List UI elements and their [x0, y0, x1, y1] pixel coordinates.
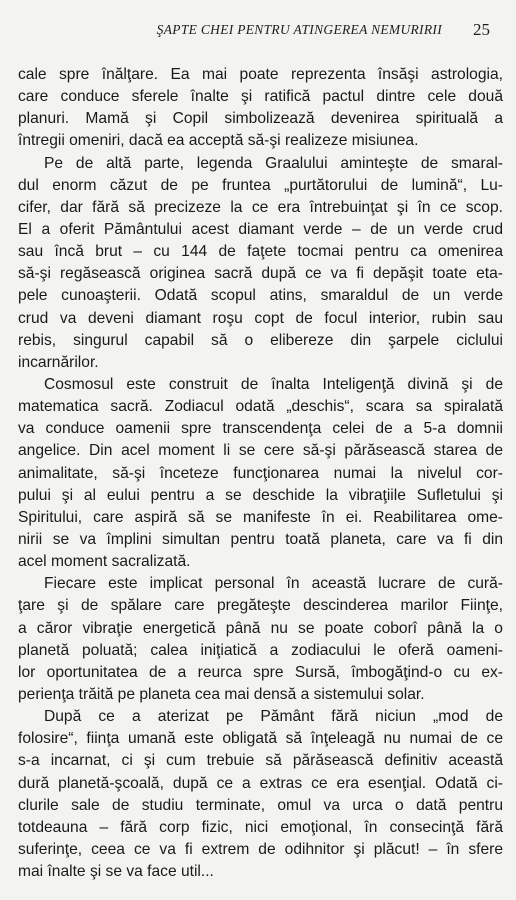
text-line: cale spre înălţare. Ea mai poate reprezenta însăşi astrologia,	[18, 66, 503, 83]
text-line: dură planetă-şcoală, după ce a extras ce era esenţial. Odată ci-	[18, 774, 503, 792]
text-line: perienţa trăită pe planeta cea mai densă a sistemului solar.	[18, 685, 425, 703]
text-line: crud va deveni diamant roşu copt de focul interior, rubin sau	[18, 309, 503, 327]
text-line: nirii se va împlini simultan pentru toată planeta, care va fi din	[18, 530, 503, 548]
page-number: 25	[473, 20, 490, 39]
text-line: angelice. Din acel moment li se cere să-şi părăsească starea de	[18, 442, 503, 460]
text-line: matematica sacră. Zodiacul odată „deschis“, scara sa spiralată	[18, 398, 503, 416]
text-line: El a oferit Pământului acest diamant verde – de un verde crud	[18, 220, 503, 238]
text-line: incarnărilor.	[18, 353, 99, 371]
text-line: sau încă brut – cu 144 de faţete tocmai pentru ca omenirea	[18, 243, 503, 261]
text-line: a căror vibraţie energetică până nu se poate coborî până la o	[18, 619, 503, 637]
text-line: suferinţe, ceea ce va fi extrem de odihnitor şi plăcut! – în sfere	[18, 840, 503, 858]
text-line: cifer, dar fără să precizeze la ce era întrebuinţat şi în ce scop.	[18, 198, 503, 216]
text-line: întregii omeniri, dacă ea acceptă să-şi realizeze misiunea.	[18, 132, 419, 150]
text-line: rebis, singurul capabil să o elibereze din şarpele ciclului	[18, 331, 503, 349]
paragraph	[18, 64, 503, 153]
text-line: pele cunoaşterii. Odată scopul atins, smaraldul de un verde	[18, 287, 503, 305]
text-line: acel moment sacralizată.	[18, 553, 191, 571]
text-line: totdeauna – fără corp fizic, nici emoţional, în consecinţă fără	[18, 818, 503, 836]
text-line: dul enorm căzut de pe fruntea „purtătorului de lumină“, Lu-	[18, 176, 503, 194]
text-line: Pe de altă parte, legenda Graalului aminteşte de smaral-	[44, 154, 503, 172]
text-line: folosire“, fiinţa umană este obligată să înţeleagă nu numai de ce	[18, 730, 503, 748]
text-line: planetă poluată; calea iniţiatică a zodiacului le oferă oameni-	[18, 641, 503, 659]
text-line: clurile sale de studiu terminate, omul va urca o dată pentru	[18, 796, 503, 814]
paragraph	[18, 706, 503, 883]
paragraph	[18, 573, 503, 706]
text-line: mai înalte şi se va face util...	[18, 863, 214, 881]
text-line: După ce a aterizat pe Pământ fără niciun „mod de	[44, 708, 503, 726]
text-line: Fiecare este implicat personal în această lucrare de cură-	[44, 575, 503, 593]
paragraph	[18, 153, 503, 374]
text-line: Cosmosul este construit de înalta Inteligenţă divină şi de	[44, 375, 503, 393]
text-line: lor oportunitatea de a reurca spre Sursă, îmbogăţind-o cu ex-	[18, 663, 503, 681]
text-line: planuri. Mamă şi Copil simbolizează devenirea spirituală a	[18, 110, 503, 128]
text-line: va conduce oamenii spre transcendenţa celei de a 5-a domnii	[18, 420, 503, 438]
text-line: să-şi regăsească originea sacră după ce va fi depăşit toate eta-	[18, 265, 503, 283]
text-line: care conduce sferele înalte şi ratifică pactul dintre cele două	[18, 88, 503, 106]
text-line: Spiritului, care aspiră să se manifeste în ei. Reabilitarea ome-	[18, 508, 503, 526]
body-text	[18, 64, 503, 883]
text-line: ţare şi de spălare care pregăteşte descinderea marilor Fiinţe,	[18, 597, 503, 615]
paragraph	[18, 374, 503, 573]
text-line: s-a incarnat, ci şi cum trebuie să părăsească definitiv această	[18, 752, 503, 770]
running-title: ŞAPTE CHEI PENTRU ATINGEREA NEMURIRII	[156, 22, 442, 37]
text-line: pului şi al eului pentru a se deschide la vibraţiile Sufletului şi	[18, 486, 503, 504]
running-header	[0, 20, 516, 42]
text-line: animalitate, să-şi înceteze funcţionarea numai la nivelul cor-	[18, 464, 503, 482]
